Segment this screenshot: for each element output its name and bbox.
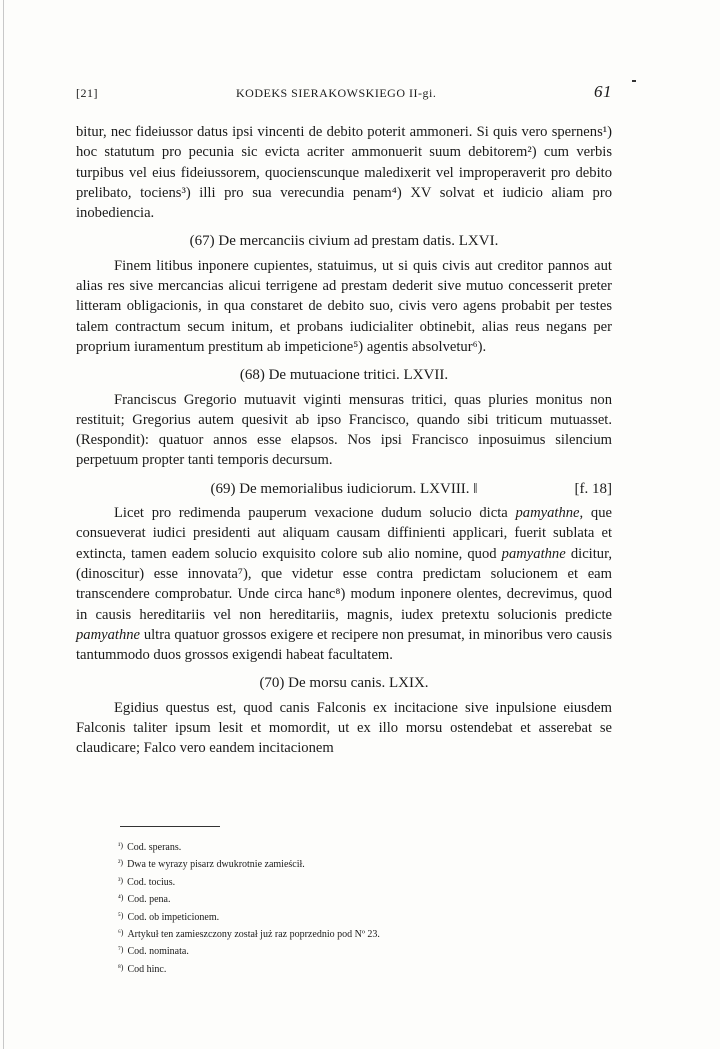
scan-edge-line (3, 0, 4, 1049)
article-heading-70: (70) De morsu canis. LXIX. (259, 675, 429, 692)
footnote-text: Artykuł ten zamieszczony został już raz poprzednio pod Nº 23. (127, 929, 380, 941)
footnote-text: Cod. tocius. (127, 876, 176, 888)
folio-marker: [f. 18] (574, 480, 612, 497)
footnote (118, 890, 578, 907)
footnote-separator (120, 826, 220, 827)
footnote-mark: ¹) (118, 841, 124, 850)
footnote-mark: ⁸) (118, 962, 124, 972)
scan-speck (632, 80, 636, 82)
article-heading-69: (69) De memorialibus iudiciorum. LXVIII. ‖ (210, 480, 478, 497)
text-run: , que consueverat iudici presidenti aut aliquam causam diffinienti applicari, fuerit sublata et extincta, tamen eadem solucio exquisito colore sub alio nomine, quod (76, 505, 612, 562)
footnote-text: Cod hinc. (127, 963, 167, 975)
article-heading-68: (68) De mutuacione tritici. LXVII. (239, 367, 449, 384)
article-paragraph-68: Franciscus Gregorio mutuavit viginti mensuras tritici, quas pluries monitus non restituit; Gregorius autem quesivit ab ipso Francisco, quando sibi triticum mutuasset. (Respondit): quatuor annos esse elapsos. Nos ipsi Francisco inposuimus silencium perpetuum propter tanti temporis decursum. (76, 391, 612, 469)
footnote-text: Cod. ob impeticionem. (127, 911, 220, 923)
article-heading-69-row (76, 479, 612, 499)
footnote (118, 925, 578, 942)
italic-term: pamyathne (76, 626, 141, 643)
footnote-mark: ³) (118, 875, 124, 885)
footnote-mark: ²) (118, 858, 124, 868)
section-number: [21] (76, 86, 98, 100)
footnote-text: Dwa te wyrazy pisarz dwukrotnie zamieścił. (127, 859, 305, 871)
italic-term: pamyathne (501, 545, 566, 562)
footnote (118, 838, 578, 855)
running-title: KODEKS SIERAKOWSKIEGO II-gi. (236, 86, 437, 100)
text-run: dicitur, (dinoscitur) esse innovata⁷), que videtur esse contra predictam solucionem et eam transcendere comprobatur. Unde circa hanc⁸) modum inponere olentes, decrevimus, quod in causis hereditariis vel non hereditariis, magnis, iudex pretextu solucionis predicte (76, 545, 612, 623)
footnotes (118, 838, 578, 977)
footnote-text: Cod. pena. (127, 894, 171, 906)
running-header (76, 84, 612, 106)
footnote-text: Cod. nominata. (127, 946, 189, 958)
footnote (118, 908, 578, 925)
text-run: Licet pro redimenda pauperum vexacione dudum solucio dicta (114, 505, 516, 522)
footnote-mark: ⁶) (118, 928, 124, 938)
main-text (76, 122, 612, 759)
page-number: 61 (594, 82, 612, 101)
article-heading-67: (67) De mercanciis civium ad prestam datis. LXVI. (189, 233, 499, 250)
footnote (118, 942, 578, 959)
article-paragraph-67: Finem litibus inponere cupientes, statuimus, ut si quis civis aut creditor pannos aut alias res sive mercancias alicui terrigene ad prestam dederit sive mutuo concesserit preter litteram obligacionis, in qua constaret de debito suo, civis vero agens probabit per testes talem contractum secum initum, et probans iudicialiter obtinebit, alias reus negans per proprium iuramentum prestitum ab impeticione⁵) agentis absolvetur⁶). (76, 257, 612, 355)
footnote-mark: ⁴) (118, 893, 124, 903)
footnote (118, 960, 578, 977)
footnote (118, 855, 578, 872)
article-paragraph-70: Egidius questus est, quod canis Falconis ex incitacione sive inpulsione eiusdem Falconis taliter ipsum lesit et momordit, ut ex illo morsu ostendebat et asserebat se claudicare; Falco vero eandem incitacionem (76, 699, 612, 757)
italic-term: pamyathne (515, 505, 580, 522)
footnote-text: Cod. sperans. (127, 842, 182, 853)
article-paragraph-69 (76, 503, 612, 665)
text-run: ultra quatuor grossos exigere et recipere non presumat, in minoribus vero causis tantummodo duos grossos exigendi habeat facultatem. (76, 626, 612, 664)
paragraph-continuation: bitur, nec fideiussor datus ipsi vincenti de debito poterit ammoneri. Si quis vero spernens¹) hoc statutum pro pecunia sic evicta acriter ammonuerit suum debitorem²) cum verbis turpibus vel eius fideiussorem, quocienscunque maledixerit vel improperaverit pro debito prelibato, tociens³) illi pro sua verecundia penam⁴) XV solvat et iudicio aliam pro inobediencia. (76, 124, 612, 222)
footnote (118, 873, 578, 890)
footnote-mark: ⁵) (118, 910, 124, 920)
footnote-mark: ⁷) (118, 945, 124, 955)
